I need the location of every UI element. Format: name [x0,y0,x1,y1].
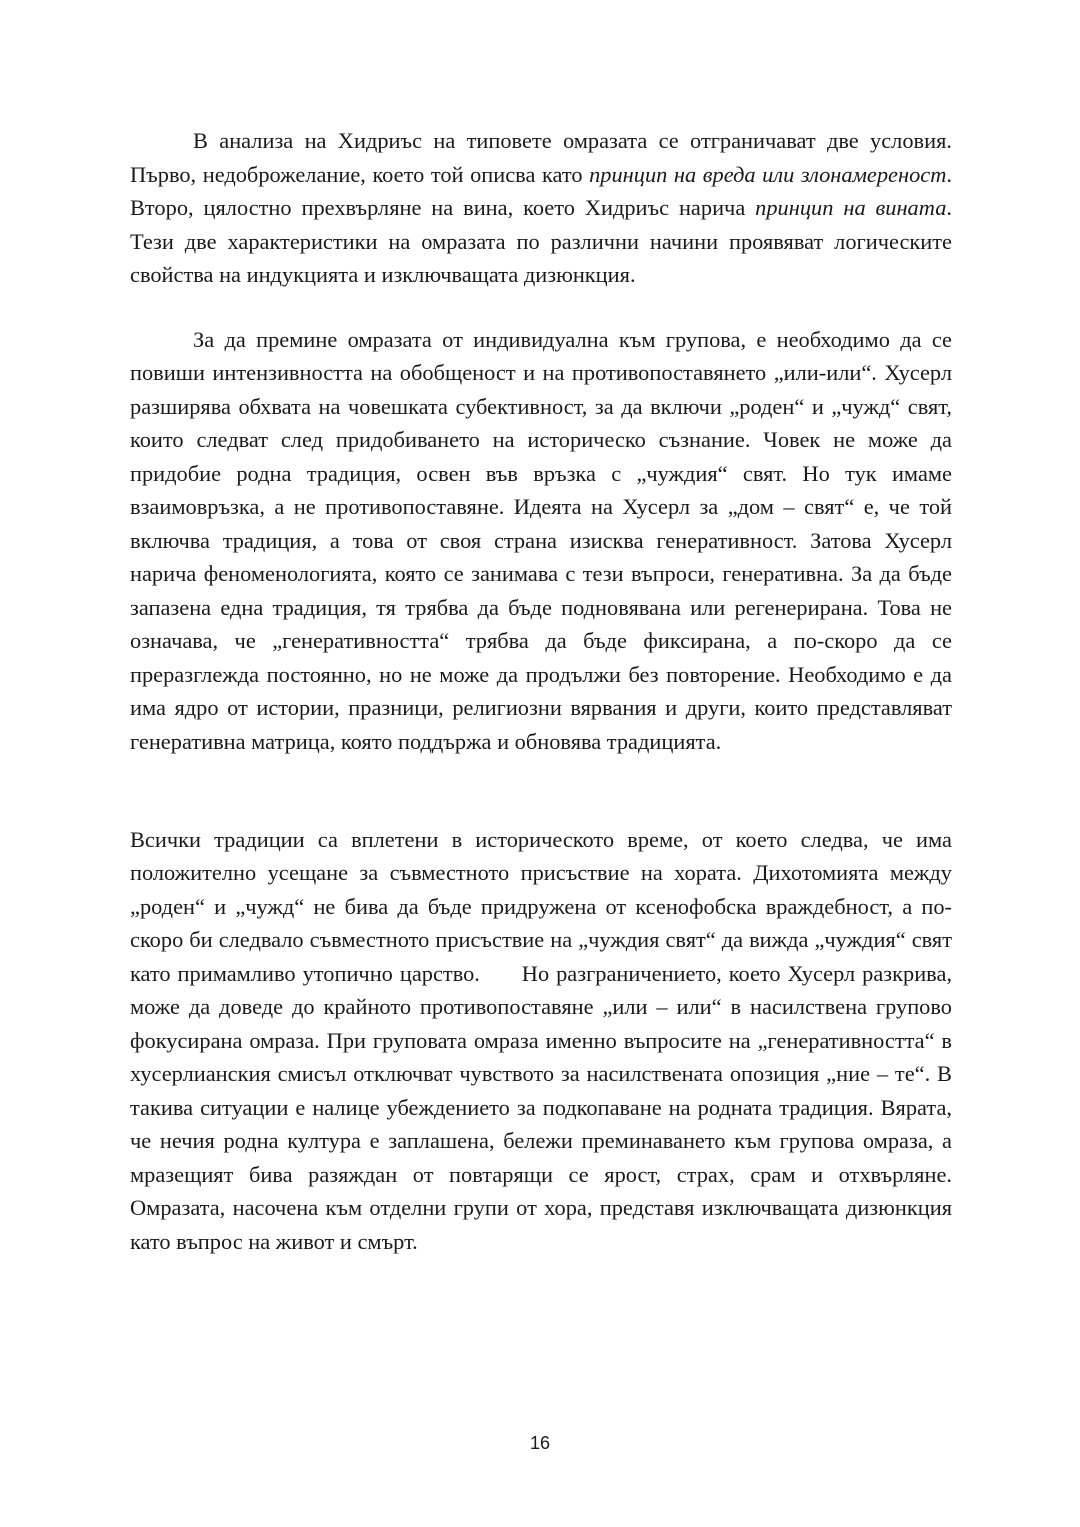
paragraph-2 [130,323,952,759]
paragraph-1-text: . Тези две характеристики на омразата по различни начини проявяват логическите свойства на индукцията и изключващата дизюнкция. [130,195,952,287]
page-body [130,124,958,1289]
page-number: 16 [529,1433,551,1453]
paragraph-2-text: За да премине омразата от индивидуална към групова, е необходимо да се повиши интензивността на обобщеност и на противопоставянето „или-или“. Хусерл разширява обхвата на човешката субективност, за да включи „роден“ и „чужд“ свят, които следват след придобиването на историческо съзнание. Човек не може да придобие родна традиция, освен във връзка с „чуждия“ свят. Но тук имаме взаимовръзка, а не противопоставяне. Идеята на Хусерл за „дом – свят“ е, че той включва традиция, а това от своя страна изисква генеративност. Затова Хусерл нарича феноменологията, която се занимава с тези въпроси, генеративна. За да бъде запазена една традиция, тя трябва да бъде подновявана или регенерирана. Това не означава, че „генеративността“ трябва да бъде фиксирана, а по-скоро да се преразглежда постоянно, но не може да продължи без повторение. Необходимо е да има ядро от истории, празници, религиозни вярвания и други, които представляват генеративна матрица, която поддържа и обновява традицията. [130,326,952,754]
paragraph-1-term-harm: принцип на вреда или злонамереност [589,161,947,187]
paragraph-1-text: В анализа на Хидриъс на типовете омразата се отграничават две условия. Първо, недоброжелание, което той описва като [130,128,952,187]
paragraph-1-text: . Второ, цялостно прехвърляне на вина, което Хидриъс нарича [130,161,952,220]
paragraph-1 [130,124,952,292]
paragraph-3 [130,789,958,1258]
paragraph-3-text: Всички традиции са вплетени в историческото време, от което следва, че има положително усещане за съвместното присъствие на хората. Дихотомията между „роден“ и „чужд“ не бива да бъде придружена от ксенофобска враждебност, а по-скоро би следвало съвместното присъствие на „чуждия свят“ да вижда „чуждия“ свят като примамливо утопично царство. Но разграничението, което Хусерл разкрива, може да доведе до крайното противопоставяне „или – или“ в насилствена групово фокусирана омраза. При груповата омраза именно въпросите на „генеративността“ в хусерлианския смисъл отключват чувството за насилствената опозиция „ние – те“. В такива ситуации е налице убеждението за подкопаване на родната традиция. Вярата, че нечия родна култура е заплашена, бележи преминаването към групова омраза, а мразещият бива разяждан от повтарящи се ярост, страх, срам и отхвърляне. Омразата, насочена към отделни групи от хора, представя изключващата дизюнкция като въпрос на живот и смърт. [130,826,958,1254]
paragraph-1-term-blame: принцип на вината [755,195,947,220]
